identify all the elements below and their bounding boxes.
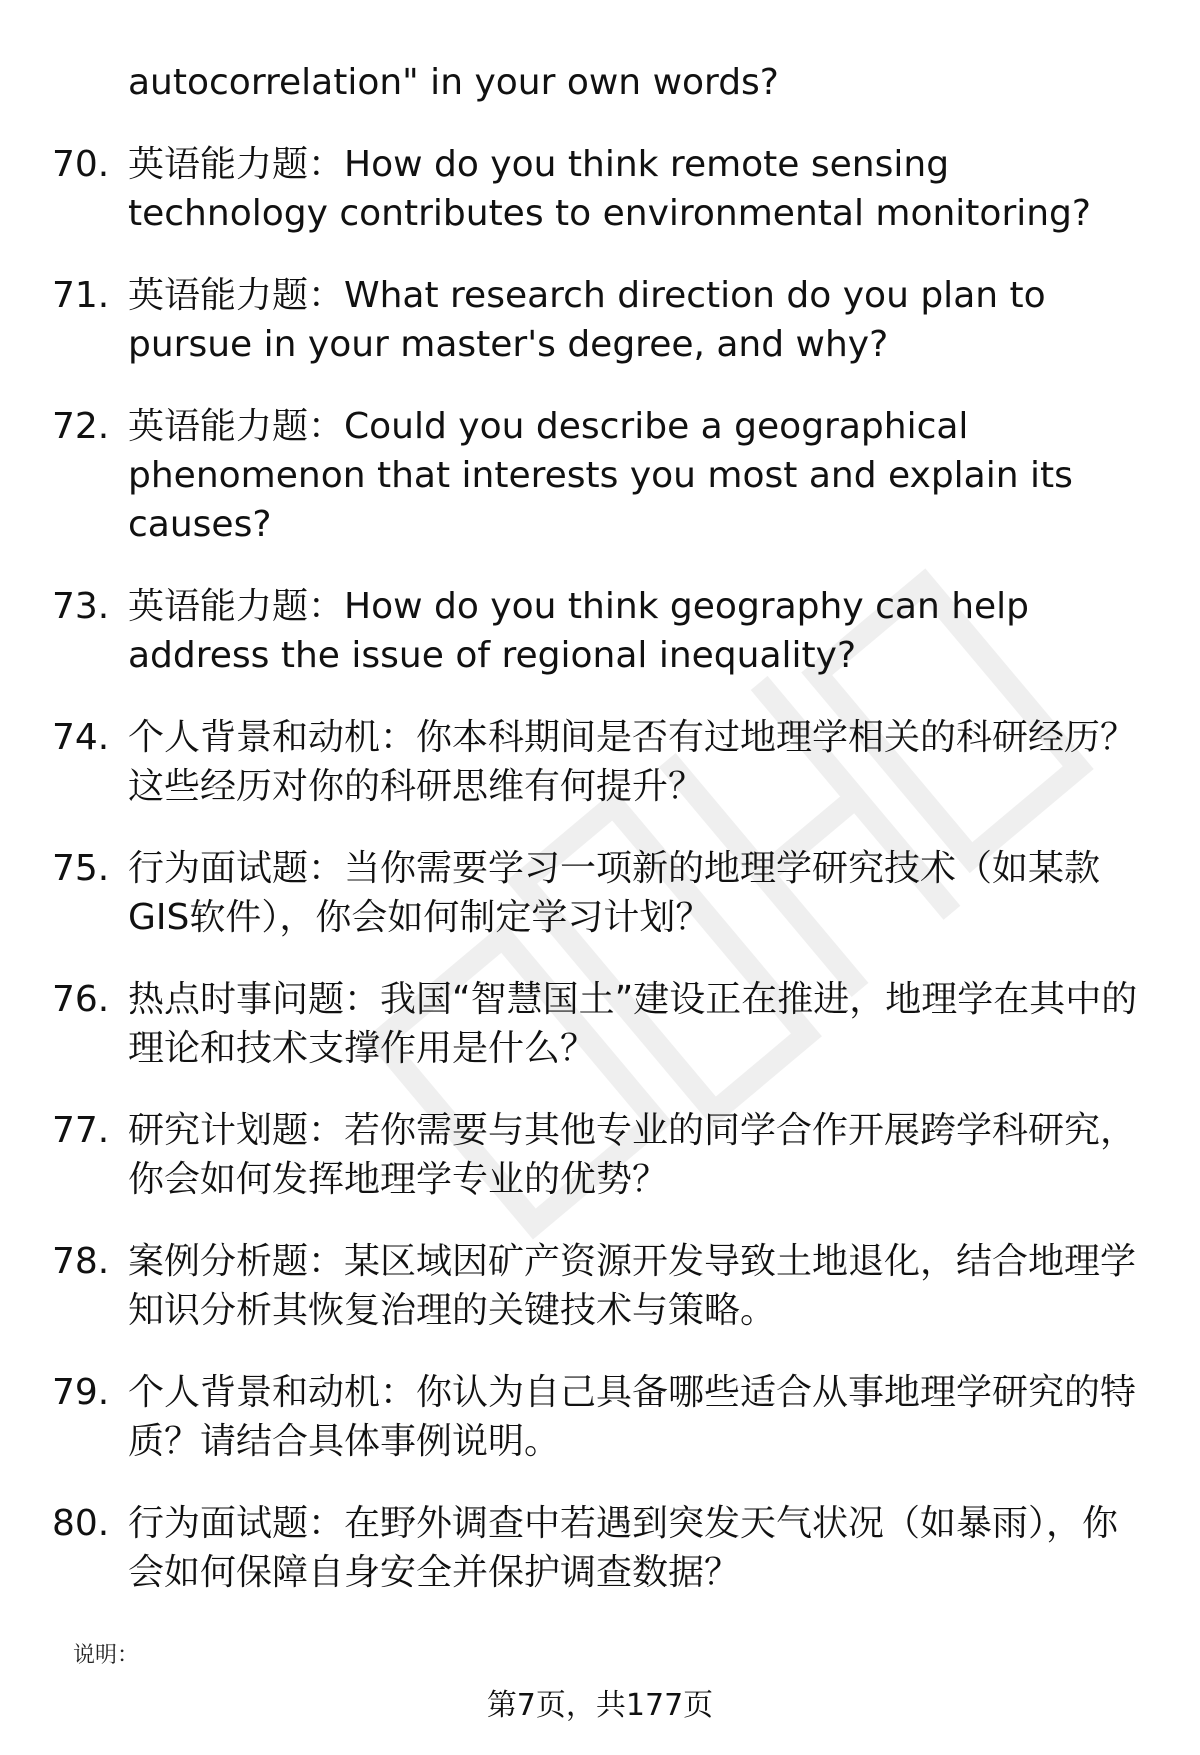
question-number: 80. (52, 1503, 110, 1544)
question-number: 74. (52, 717, 110, 758)
question-number: 75. (52, 848, 110, 889)
question-item (52, 402, 1152, 549)
question-text: 案例分析题：某区域因矿产资源开发导致土地退化，结合地理学知识分析其恢复治理的关键技术与策略。 (128, 1241, 1137, 1331)
question-item (52, 1368, 1152, 1466)
continuation-text: autocorrelation" in your own words? (128, 62, 779, 103)
question-text: 英语能力题：How do you think remote sensing technology contributes to environmental monitoring? (128, 144, 1092, 234)
question-text: 英语能力题：Could you describe a geographical phenomenon that interests you most and explain its causes? (128, 406, 1073, 545)
page-footer: 第7页，共177页 (486, 1688, 714, 1723)
question-item (52, 975, 1152, 1073)
question-list (52, 58, 1152, 1630)
question-item (52, 1499, 1152, 1597)
question-text: 行为面试题：当你需要学习一项新的地理学研究技术（如某款GIS软件），你会如何制定学习计划？ (128, 848, 1101, 938)
question-number: 78. (52, 1241, 110, 1282)
question-text: 个人背景和动机：你认为自己具备哪些适合从事地理学研究的特质？请结合具体事例说明。 (128, 1372, 1137, 1462)
question-text: 行为面试题：在野外调查中若遇到突发天气状况（如暴雨），你会如何保障自身安全并保护调查数据？ (128, 1503, 1119, 1593)
question-text: 研究计划题：若你需要与其他专业的同学合作开展跨学科研究，你会如何发挥地理学专业的优势？ (128, 1110, 1137, 1200)
question-number: 70. (52, 144, 110, 185)
question-item (52, 713, 1152, 811)
question-number: 73. (52, 586, 110, 627)
question-item (52, 271, 1152, 369)
question-number: 71. (52, 275, 110, 316)
question-text: 热点时事问题：我国“智慧国土”建设正在推进，地理学在其中的理论和技术支撑作用是什么？ (128, 979, 1138, 1069)
question-item (52, 844, 1152, 942)
question-number: 76. (52, 979, 110, 1020)
question-item (52, 140, 1152, 238)
question-text: 英语能力题：How do you think geography can help address the issue of regional inequality? (128, 586, 1030, 676)
question-text: 英语能力题：What research direction do you plan to pursue in your master's degree, and why? (128, 275, 1046, 365)
note-label: 说明： (73, 1643, 140, 1668)
question-text: 个人背景和动机：你本科期间是否有过地理学相关的科研经历？这些经历对你的科研思维有何提升？ (128, 717, 1137, 807)
question-number: 72. (52, 406, 110, 447)
question-item (52, 582, 1152, 680)
question-number: 79. (52, 1372, 110, 1413)
question-number: 77. (52, 1110, 110, 1151)
question-continuation (52, 58, 1152, 107)
question-item (52, 1237, 1152, 1335)
question-item (52, 1106, 1152, 1204)
